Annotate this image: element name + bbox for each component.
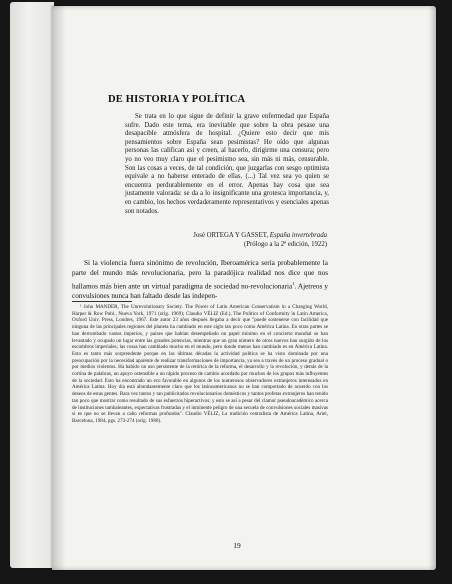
main-paragraph-end: . Ajetreos y convulsiones nunca han faltado desde las indepen- [72,281,328,300]
epigraph-quote: Se trata en lo que sigue de definir la grave enfermedad que España sufre. Dado este tema, era inevitable que sobre la obra pesase una desapacible atmósfera de hospital. ¿Quiere esto decir que mis pensamientos sobre España sean pesimistas? He oído que algunas personas las califican así y creen, al hacerlo, dirigirme una censura; pero yo no veo muy claro que el pesimismo sea, sin más ni más, censurable. Son las cosas a veces, de tal condición, que juzgarlas con sesgo optimista equivale a no haberse enterado de ellas. (...) Tal vez sea yo quien se encuentra perdurablemente en el error. Apenas hay cosa que sea justamente valorada: se da a lo insignificante una grotesca importancia, y, en cambio, los hechos verdaderamente representativos y esenciales apenas son notados. [125,113,329,215]
facing-page-edge [10,2,54,568]
main-paragraph-text: Si la violencia fuera sinónimo de revolución, Iberoamérica sería probablemente la parte del mundo más revolucionaria, pero la paradójica realidad nos dice que nos hallamos más bien ante un virtual paradigma de sociedad no-revolucionaria [72,259,328,290]
footnote-text: ¹ John MANDER, The Unrevolutionary Society. The Power of Latin American Conservatism in a Changing World, Harper & Row Publ., Nueva York, 1971 (orig. 1969); Claudio VÉLIZ (Ed.), The Politics of Conformity in Latin America, Oxford Univ. Press, Londres, 1967. Este autor 23 años después llegaba a decir que "puede sostenerse con facilidad que ninguna de las principales regiones del planeta ha cambiado en este siglo tan poco como América Latina. En otras partes se han derrumbado vastos imperios, y países que habían desempeñado un papel mínimo en el concierto mundial se han levantado y ocupado un lugar entre las grandes potencias, mientras que un gran número de otros nuevos han surgido de los escombros imperiales; las cosas han cambiado mucho en el mundo, pero donde menos han cambiado es en América Latina. Esto es tanto más sorprendente porque en las últimas décadas la actividad política se ha visto dominada por una preocupación por la necesidad aparente de realizar transformaciones de importancia, ya sea a través de un proceso gradual o por medios violentos. Ha habido un uso persistente de la retórica de la reforma, el desarrollo y la revolución, y detrás de la cortina de palabras, un apoyo ostensible a un rápido proceso de cambio acordado por muchos de los grupos más influyentes de la sociedad. Esto ha encontrado un eco favorable en algunos de los numerosos observadores extranjeros interesados en América Latina. Hoy día está abundantemente claro que los latinoamericanos no se han comportado de acuerdo con los deseos de estas gentes. Rara vez tantos y tan publicitados revolucionarios domésticos y tantos profetas extranjeros han tenido tan poco que mostrar como resultado de sus esfuerzos hiperactivos; y esto se así a pesar del clamor pseudoacadémico acerca de instituciones tambaleantes, expectativas frustradas y el inminente peligro de una secuela de convulsiones sociales masivas si es que no se llevan a cabo reformas profundas". Claudio VÉLIZ, La tradición centralista de América Latina, Ariel, Barcelona, 1984, pgs. 273-274 (orig. 1980). [72,304,328,424]
page-number: 19 [233,541,241,550]
main-paragraph [72,259,328,302]
footnote-divider [72,301,132,302]
footnote-marker: 1 [292,280,295,286]
epigraph-attribution [140,232,327,249]
attribution-author: José ORTEGA Y GASSET, [193,232,269,239]
page-gutter-shadow [52,6,66,570]
attribution-note: (Prólogo a la 2ª edición, 1922) [243,240,327,248]
attribution-work: España invertebrada [269,232,327,239]
chapter-title: DE HISTORIA Y POLÍTICA [108,94,246,105]
